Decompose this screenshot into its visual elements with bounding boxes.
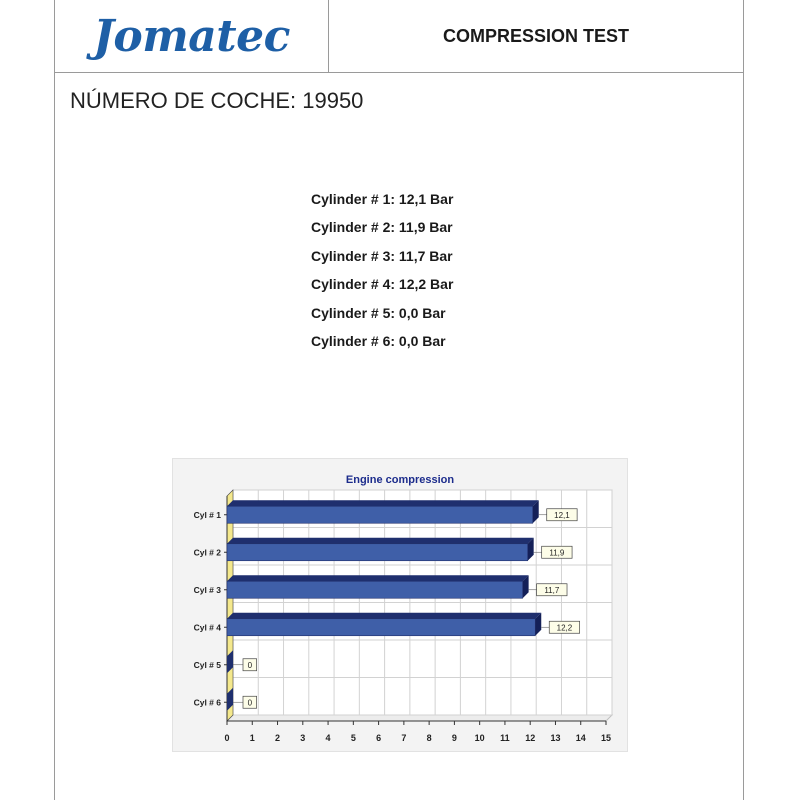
jomatec-logo: Jomatec [93,10,290,62]
category-label: Cyl # 3 [193,584,221,595]
data-label: 12,2 [556,623,573,633]
reading-cylinder-4: Cylinder # 4: 12,2 Bar [311,276,454,293]
x-tick-label: 1 [249,733,255,743]
category-label: Cyl # 6 [193,697,221,708]
bar-top-face [227,500,539,506]
car-number: NÚMERO DE COCHE: 19950 [70,88,364,113]
bar [227,506,533,523]
bar [227,619,535,636]
cylinder-readings [311,187,453,357]
x-tick-label: 6 [376,733,382,743]
document-title: COMPRESSION TEST [442,25,630,46]
bar [227,581,523,598]
reading-cylinder-5: Cylinder # 5: 0,0 Bar [311,304,446,321]
category-label: Cyl # 1 [193,509,221,520]
x-tick-label: 13 [550,733,561,743]
reading-cylinder-1: Cylinder # 1: 12,1 Bar [311,191,454,207]
title-cell [329,0,743,72]
bar [227,544,528,561]
reading-cylinder-3: Cylinder # 3: 11,7 Bar [311,247,453,264]
x-tick-label: 14 [575,733,586,743]
chart-svg [173,459,627,751]
logo-cell [55,0,329,72]
x-tick-label: 11 [500,733,510,743]
x-tick-label: 15 [600,733,612,743]
bar-top-face [227,613,541,619]
x-tick-label: 9 [451,733,457,743]
plot-floor [227,715,612,721]
x-tick-label: 12 [525,733,536,743]
x-tick-label: 4 [325,733,331,743]
chart-title: Engine compression [345,474,455,486]
report-header [54,0,744,73]
reading-cylinder-2: Cylinder # 2: 11,9 Bar [311,219,453,236]
data-label: 11,9 [549,548,565,558]
data-label: 0 [247,660,253,670]
bar-top-face [227,575,529,581]
x-tick-label: 8 [426,733,432,743]
x-tick-label: 3 [300,733,306,743]
engine-compression-chart [173,459,627,751]
bar-top-face [227,538,534,544]
x-tick-label: 7 [401,733,407,743]
data-label: 12,1 [554,510,570,520]
data-label: 0 [247,698,253,708]
reading-cylinder-6: Cylinder # 6: 0,0 Bar [311,332,446,349]
x-tick-label: 5 [350,733,356,743]
x-tick-label: 10 [474,733,485,743]
category-axis-wall [227,490,233,721]
category-label: Cyl # 4 [193,622,221,633]
data-label: 11,7 [544,585,560,595]
x-tick-label: 2 [275,733,281,743]
category-label: Cyl # 2 [193,547,221,558]
x-tick-label: 0 [224,733,230,743]
category-label: Cyl # 5 [193,659,221,670]
